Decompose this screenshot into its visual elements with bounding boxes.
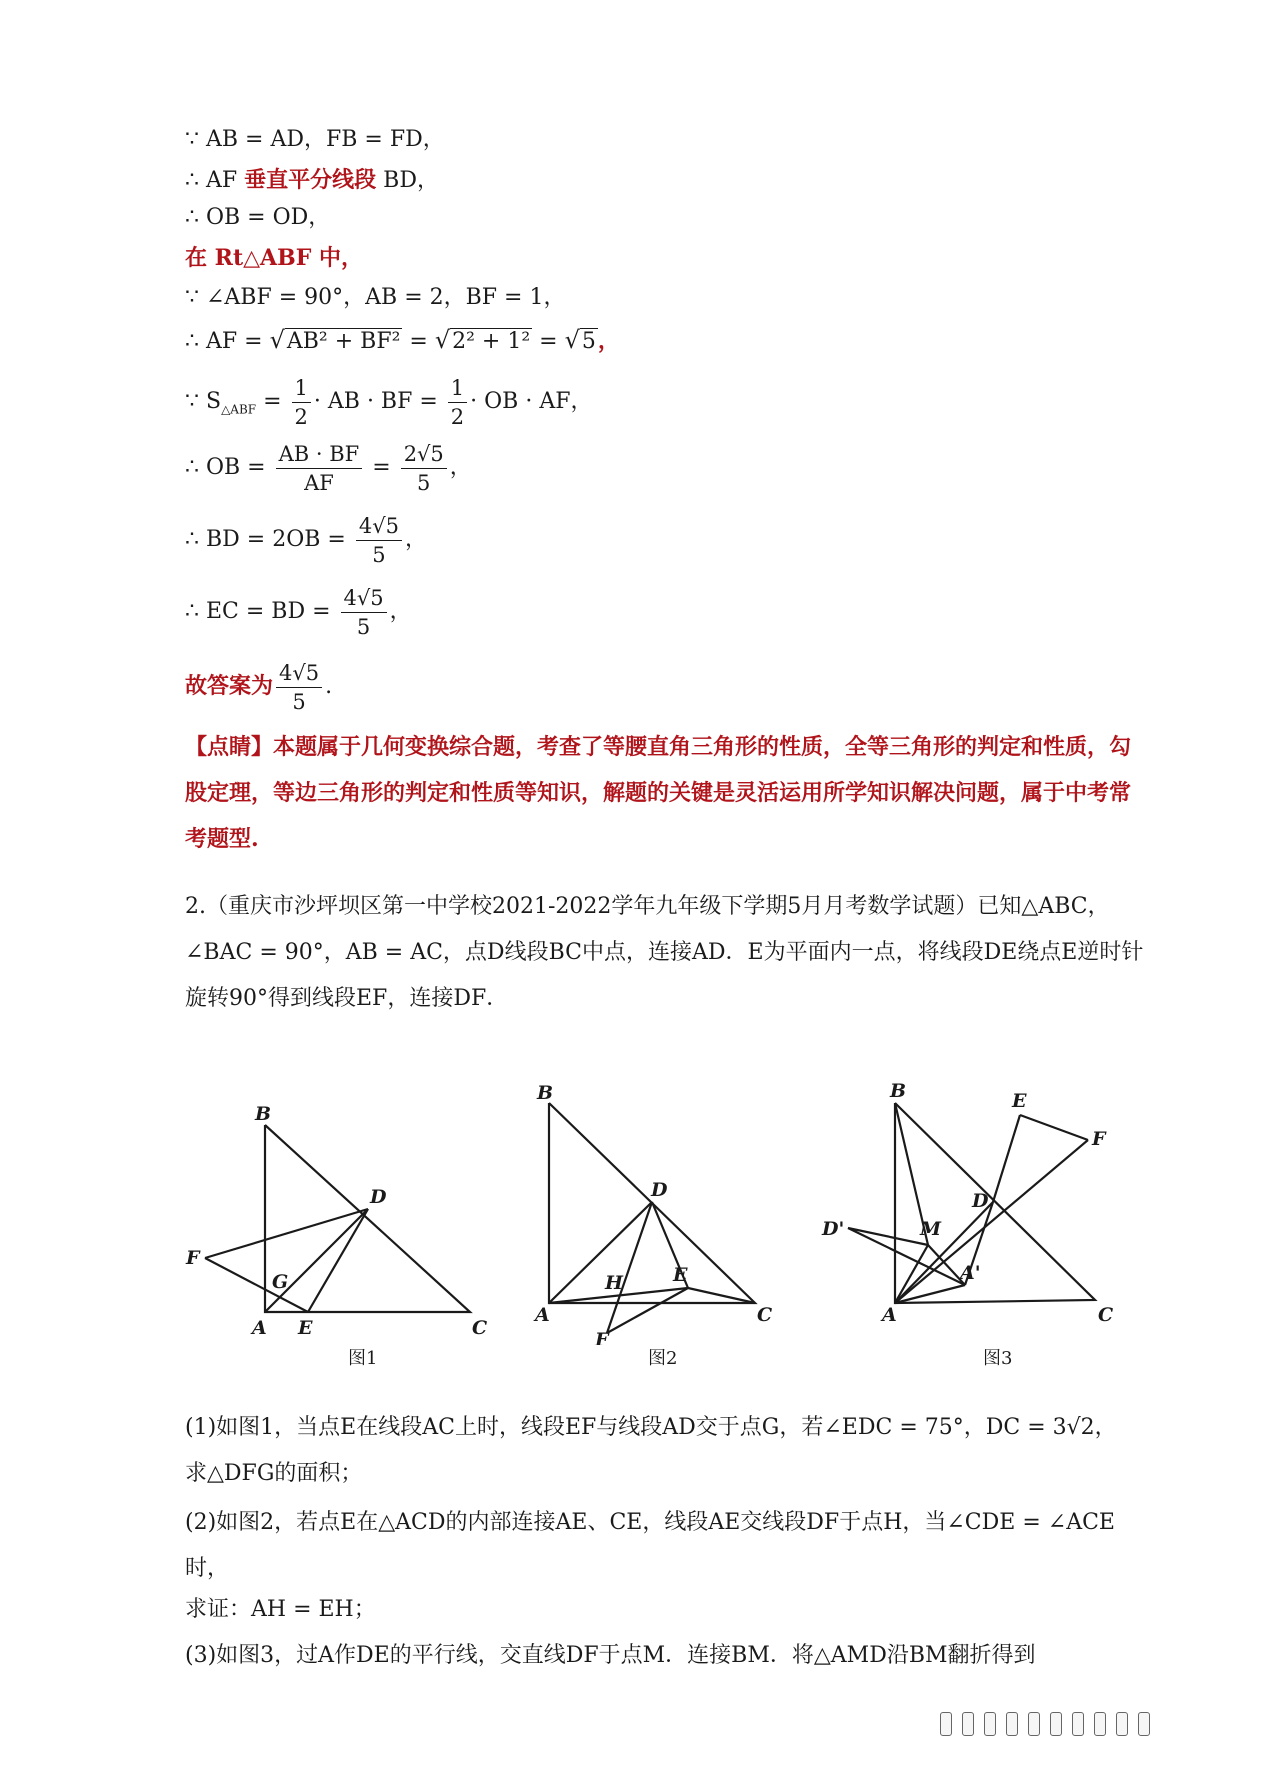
ec-fraction [341, 584, 387, 641]
figure-1-caption: 图1 [348, 1348, 378, 1369]
af-eq-2: = [532, 329, 565, 354]
scroll-tick [1094, 1712, 1106, 1736]
af-pre: ∴ AF = [185, 329, 270, 354]
solution-line-4-c: 中， [311, 245, 363, 271]
radical-sign-2: √ [434, 326, 451, 354]
fig3-segment-d-prime-a-prime [848, 1228, 965, 1285]
scroll-tick [1028, 1712, 1040, 1736]
figure-3 [800, 1075, 1130, 1345]
scroll-tick [962, 1712, 974, 1736]
ob-den-1: AF [304, 470, 334, 495]
fig3-segment-d-prime-m [848, 1228, 928, 1245]
solution-line-1: ∵ AB = AD，FB = FD， [185, 127, 445, 152]
question-2: (2)如图2，若点E在△ACD的内部连接AE、CE，线段AE交线段DF于点H，当∠CDE = ∠ACE时， [185, 1510, 1115, 1581]
bd-pre: ∴ BD = 2OB = [185, 527, 353, 552]
question-3: (3)如图3，过A作DE的平行线，交直线DF于点M．连接BM．将△AMD沿BM翻折得到 [185, 1643, 1036, 1668]
figure-2 [525, 1075, 795, 1345]
af-radicand-3: 5 [581, 329, 596, 354]
answer-fraction [276, 659, 322, 716]
fig3-label-c: C [1098, 1304, 1114, 1326]
half-num-1: 1 [292, 374, 311, 403]
scroll-tick [940, 1712, 952, 1736]
scroll-tick [1138, 1712, 1150, 1736]
fig1-label-g: G [272, 1271, 289, 1293]
radical-sign-1: √ [269, 326, 285, 354]
solution-line-2-a: ∴ AF [185, 168, 245, 193]
fig2-label-e: E [673, 1264, 688, 1286]
af-end: ， [597, 328, 620, 354]
area-mid-2: · OB · AF， [470, 389, 593, 414]
area-pre: ∵ S [185, 389, 222, 414]
scroll-tick [984, 1712, 996, 1736]
fig3-label-a: A [882, 1304, 897, 1326]
solution-line-2-c: BD， [376, 168, 439, 193]
af-radicand-1: AB² + BF² [286, 329, 401, 354]
half-fraction-1 [292, 374, 311, 431]
fig1-label-b: B [255, 1103, 272, 1125]
ob-eq: = [365, 455, 398, 480]
solution-line-6 [185, 325, 620, 357]
fig3-label-f: F [1092, 1128, 1106, 1150]
area-subscript: △ABF [221, 402, 257, 417]
fig3-label-m: M [920, 1218, 942, 1240]
ec-pre: ∴ EC = BD = [185, 599, 338, 624]
scroll-tick [1006, 1712, 1018, 1736]
figure-2-caption: 图2 [648, 1348, 678, 1369]
solution-line-2-b: 垂直平分线段 [244, 167, 377, 193]
fig2-label-h: H [605, 1272, 623, 1294]
fig3-label-e: E [1012, 1090, 1027, 1112]
question-1-line-1 [185, 1405, 1135, 1497]
af-radicand-2: 2² + 1² [452, 329, 531, 354]
fig3-label-d: D [972, 1190, 989, 1212]
fig3-label-d-prime: D' [822, 1218, 845, 1240]
fig3-label-b: B [890, 1080, 907, 1102]
area-eq: = [256, 389, 289, 414]
ob-end: ， [449, 455, 472, 480]
fig1-label-c: C [472, 1317, 488, 1339]
fig1-triangle-abc [265, 1125, 470, 1312]
half-den-1: 2 [294, 404, 308, 429]
ob-fraction-1 [276, 440, 363, 497]
ec-end: ， [389, 599, 412, 624]
half-num-2: 1 [448, 374, 467, 403]
radical-sign-3: √ [564, 326, 580, 354]
bd-num: 4√5 [356, 512, 402, 541]
fig1-label-a: A [252, 1317, 267, 1339]
scroll-tick [1050, 1712, 1062, 1736]
fig1-label-f: F [186, 1247, 200, 1269]
answer-den: 5 [292, 689, 306, 714]
solution-line-5: ∵ ∠ABF = 90°，AB = 2，BF = 1， [185, 285, 566, 310]
scroll-tick [1116, 1712, 1128, 1736]
area-mid-1: · AB · BF = [313, 389, 445, 414]
af-eq-1: = [402, 329, 435, 354]
comment-tag: 【点睛】 [185, 734, 274, 760]
ob-fraction-2 [401, 440, 447, 497]
solution-line-9 [185, 510, 427, 570]
fig3-segment-de [993, 1115, 1020, 1202]
fig2-label-a: A [535, 1304, 550, 1326]
answer-end: . [325, 674, 333, 699]
fig2-label-c: C [757, 1304, 773, 1326]
answer-pre: 故答案为 [185, 673, 274, 699]
solution-line-10 [185, 582, 412, 642]
fig3-segment-ef [1020, 1115, 1088, 1140]
fig2-segment-ad [549, 1202, 652, 1303]
ec-den: 5 [356, 614, 371, 639]
answer-num: 4√5 [276, 659, 322, 688]
ob-den-2: 5 [417, 470, 431, 495]
ob-pre: ∴ OB = [185, 455, 273, 480]
fig2-segment-df [607, 1202, 652, 1333]
problem-statement: 2.（重庆市沙坪坝区第一中学校2021-2022学年九年级下学期5月月考数学试题）已知△ABC，∠BAC = 90°，AB = AC，点D线段BC中点，连接AD．E为平面内一点，将线段DE绕点E逆时针旋转90°得到线段EF，连接DF． [185, 894, 1144, 1011]
bd-end: ， [404, 527, 427, 552]
ob-num-2: 2√5 [401, 440, 447, 469]
solution-line-2 [185, 165, 439, 196]
figure-3-caption: 图3 [983, 1348, 1013, 1369]
answer-line [185, 656, 332, 717]
figure-1 [180, 1090, 510, 1350]
fig3-label-a-prime: A' [960, 1262, 981, 1284]
page-scroll-indicator[interactable] [940, 1712, 1240, 1736]
bd-den: 5 [372, 542, 386, 567]
half-den-2: 2 [450, 404, 465, 429]
question-2-proof: 求证：AH = EH； [185, 1597, 376, 1622]
fig1-label-d: D [370, 1186, 387, 1208]
fig3-segment-ad [895, 1202, 993, 1303]
solution-line-4-a: 在 [185, 245, 215, 271]
question-1: (1)如图1，当点E在线段AC上时，线段EF与线段AD交于点G，若∠EDC = 75°，DC = 3√2，求△DFG的面积； [185, 1415, 1117, 1486]
fig1-label-e: E [298, 1317, 313, 1339]
solution-line-4 [185, 243, 363, 273]
comment-text: 本题属于几何变换综合题，考查了等腰直角三角形的性质，全等三角形的判定和性质，勾股定理，等边三角形的判定和性质等知识，解题的关键是灵活运用所学知识解决问题，属于中考常考题型. [185, 734, 1132, 852]
ob-num-1: AB · BF [276, 440, 363, 469]
comment-paragraph [185, 724, 1135, 862]
fig2-label-d: D [651, 1179, 668, 1201]
half-fraction-2 [448, 374, 467, 431]
fig2-label-f: F [595, 1329, 609, 1345]
solution-line-7 [185, 372, 592, 439]
solution-line-4-b: Rt△ABF [214, 245, 312, 271]
fig2-segment-ec [688, 1288, 755, 1303]
fig2-label-b: B [537, 1082, 554, 1104]
solution-line-3: ∴ OB = OD， [185, 205, 331, 230]
scroll-tick [1072, 1712, 1084, 1736]
bd-fraction [356, 512, 402, 569]
ec-num: 4√5 [341, 584, 387, 613]
solution-line-8 [185, 438, 472, 498]
